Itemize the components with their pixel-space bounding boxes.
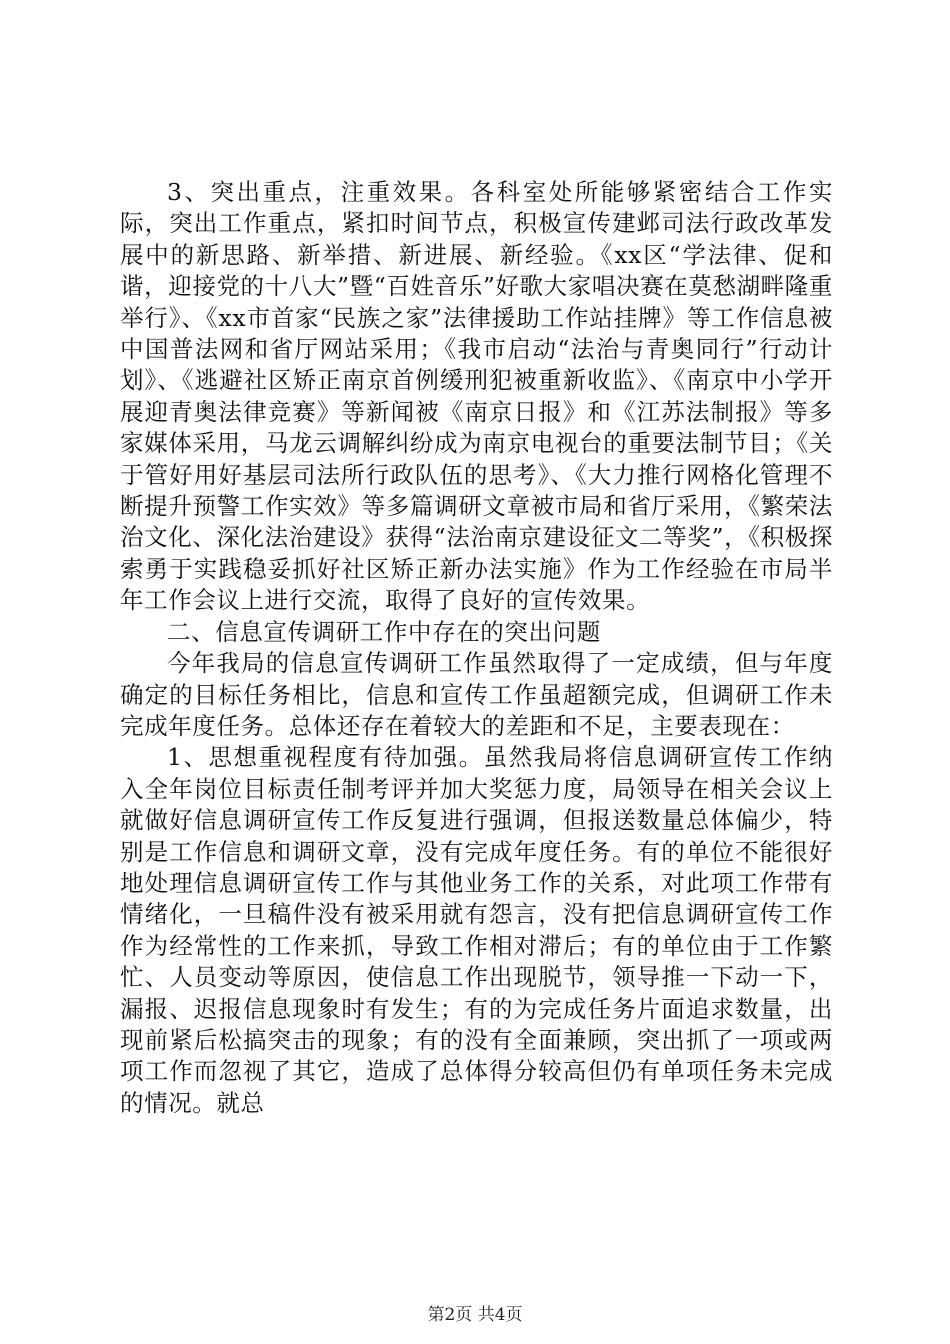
paragraph-ideological-emphasis: 1、思想重视程度有待加强。虽然我局将信息调研宣传工作纳入全年岗位目标责任制考评并加大奖惩力度，局领导在相关会议上就做好信息调研宣传工作反复进行强调，但报送数量总体偏少，特别是工作信息和调研文章，没有完成年度任务。有的单位不能很好地处理信息调研宣传工作与其他业务工作的关系，对此项工作带有情绪化，一旦稿件没有被采用就有怨言，没有把信息调研宣传工作作为经常性的工作来抓，导致工作相对滞后；有的单位由于工作繁忙、人员变动等原因，使信息工作出现脱节，领导推一下动一下，漏报、迟报信息现象时有发生；有的为完成任务片面追求数量，出现前紧后松搞突击的现象；有的没有全面兼顾，突出抓了一项或两项工作而忽视了其它，造成了总体得分较高但仍有单项任务未完成的情况。就总: [120, 743, 833, 1117]
section-heading-problems: 二、信息宣传调研工作中存在的突出问题: [167, 617, 601, 646]
paragraph-highlight-results: 3、突出重点，注重效果。各科室处所能够紧密结合工作实际，突出工作重点，紧扣时间节点，积极宣传建邺司法行政改革发展中的新思路、新举措、新进展、新经验。《xx区“学法律、促和谐，迎接党的十八大”暨“百姓音乐”好歌大家唱决赛在莫愁湖畔隆重举行》、《xx市首家“民族之家”法律援助工作站挂牌》等工作信息被中国普法网和省厅网站采用；《我市启动“法治与青奥同行”行动计划》、《逃避社区矫正南京首例缓刑犯被重新收监》、《南京中小学开展迎青奥法律竞赛》等新闻被《南京日报》和《江苏法制报》等多家媒体采用，马龙云调解纠纷成为南京电视台的重要法制节目；《关于管好用好基层司法所行政队伍的思考》、《大力推行网格化管理不断提升预警工作实效》等多篇调研文章被市局和省厅采用，《繁荣法治文化、深化法治建设》获得“法治南京建设征文二等奖”，《积极探索勇于实践稳妥抓好社区矫正新办法实施》作为工作经验在市局半年工作会议上进行交流，取得了良好的宣传效果。: [120, 178, 833, 615]
document-body: [120, 177, 833, 1119]
page-number-footer: 第2页 共4页: [427, 1305, 523, 1325]
paragraph-overview: 今年我局的信息宣传调研工作虽然取得了一定成绩，但与年度确定的目标任务相比，信息和宣传工作虽超额完成，但调研工作未完成年度任务。总体还存在着较大的差距和不足，主要表现在：: [120, 649, 833, 740]
